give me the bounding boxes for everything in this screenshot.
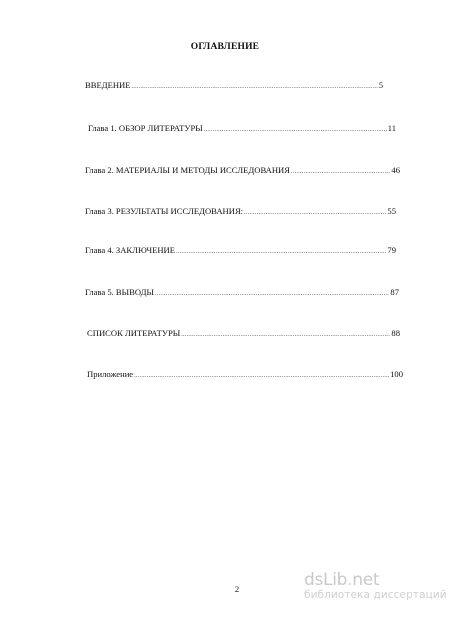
toc-entry-page: 5 bbox=[378, 80, 383, 90]
toc-entry-page: 11 bbox=[387, 123, 396, 133]
toc-entry-page: 79 bbox=[387, 245, 396, 255]
toc-entry-label: Глава 3. РЕЗУЛЬТАТЫ ИССЛЕДОВАНИЯ: bbox=[85, 206, 244, 216]
toc-entry-page: 88 bbox=[391, 328, 400, 338]
watermark-subtitle: библиотека диссертаций bbox=[304, 589, 447, 601]
watermark-logo-tld: net bbox=[352, 570, 380, 590]
toc-entry-page: 100 bbox=[390, 369, 403, 379]
toc-entry-appendix[interactable] bbox=[87, 369, 403, 382]
toc-dot-leader bbox=[132, 82, 378, 93]
toc-entry-label: ВВЕДЕНИЕ bbox=[85, 80, 131, 90]
toc-entry-chapter-3[interactable] bbox=[85, 206, 396, 219]
toc-dot-leader bbox=[155, 289, 389, 300]
toc-entry-label: Глава 4. ЗАКЛЮЧЕНИЕ bbox=[85, 245, 175, 255]
page-title: ОГЛАВЛЕНИЕ bbox=[190, 42, 260, 52]
toc-entry-page: 46 bbox=[391, 165, 400, 175]
toc-entry-chapter-1[interactable] bbox=[88, 123, 396, 136]
toc-entry-introduction[interactable] bbox=[85, 80, 383, 93]
toc-entry-bibliography[interactable] bbox=[87, 328, 400, 341]
watermark-logo-dot: . bbox=[347, 570, 353, 590]
toc-entry-label: СПИСОК ЛИТЕРАТУРЫ bbox=[87, 328, 181, 338]
toc-dot-leader bbox=[204, 125, 387, 136]
toc-entry-label: Приложение bbox=[87, 369, 134, 379]
toc-dot-leader bbox=[291, 167, 390, 178]
site-watermark bbox=[304, 570, 447, 601]
toc-entry-label: Глава 1. ОБЗОР ЛИТЕРАТУРЫ bbox=[88, 123, 203, 133]
watermark-logo-main: dsLib bbox=[304, 570, 348, 590]
toc-dot-leader bbox=[181, 330, 390, 341]
toc-entry-chapter-2[interactable] bbox=[85, 165, 400, 178]
toc-entry-chapter-5[interactable] bbox=[85, 287, 399, 300]
toc-dot-leader bbox=[176, 247, 386, 258]
toc-entry-page: 55 bbox=[387, 206, 396, 216]
toc-dot-leader bbox=[244, 208, 386, 219]
toc-entry-page: 87 bbox=[390, 287, 399, 297]
page-number: 2 bbox=[234, 584, 240, 594]
toc-entry-label: Глава 5. ВЫВОДЫ bbox=[85, 287, 155, 297]
watermark-logo bbox=[304, 571, 434, 589]
toc-entry-chapter-4[interactable] bbox=[85, 245, 396, 258]
toc-dot-leader bbox=[134, 371, 389, 382]
toc-entry-label: Глава 2. МАТЕРИАЛЫ И МЕТОДЫ ИССЛЕДОВАНИЯ bbox=[85, 165, 290, 175]
